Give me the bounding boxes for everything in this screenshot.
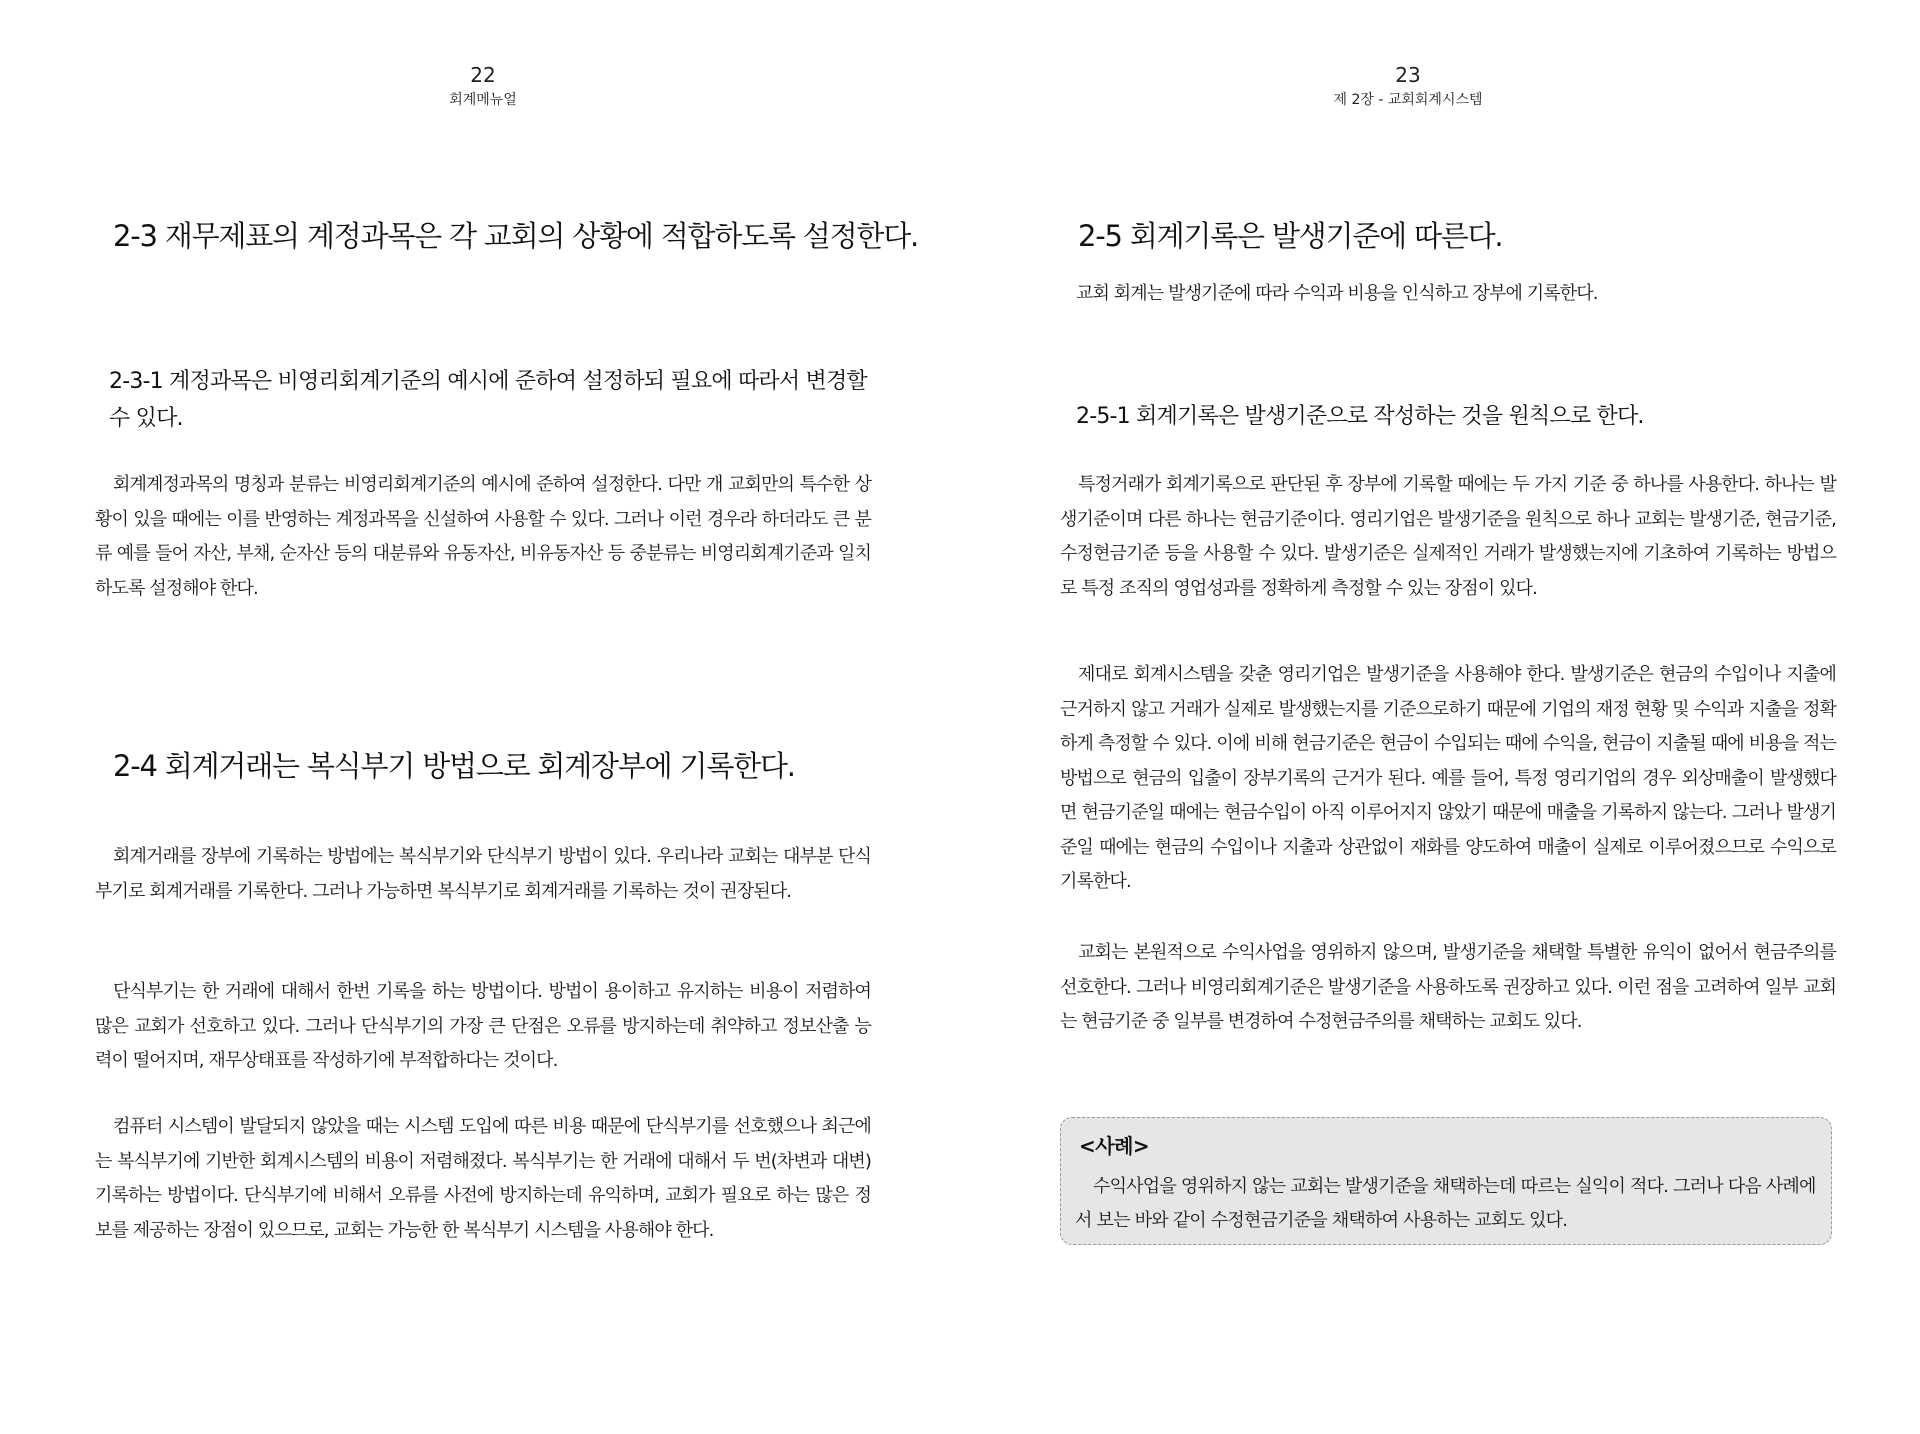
section-2-5-paragraph-2: 제대로 회계시스템을 갖춘 영리기업은 발생기준을 사용해야 한다. 발생기준은 현금의 수입이나 지출에 근거하지 않고 거래가 실제로 발생했는지를 기준으로하기 때문에 기업의 재정 현황 및 수익과 지출을 정확하게 측정할 수 있다. 이에 비해 현금기준은 현금이 수입되는 때에 수익을, 현금이 지출될 때에 비용을 적는 방법으로 현금의 입출이 장부기록의 근거가 된다. 예를 들어, 특정 영리기업의 경우 외상매출이 발생했다면 현금기준일 때에는 현금수입이 아직 이루어지지 않았기 때문에 매출을 기록하지 않는다. 그러나 발생기준일 때에는 현금의 수입이나 지출과 상관없이 재화를 양도하여 매출이 실제로 이루어졌으므로 수익으로 기록한다. — [1060, 664, 1836, 892]
section-2-5-1-heading: 2-5-1 회계기록은 발생기준으로 작성하는 것을 원칙으로 한다. — [1076, 404, 1644, 429]
left-page-number: 22 — [470, 63, 496, 87]
right-page-number: 23 — [1395, 63, 1421, 87]
section-2-3-paragraph-1: 회계계정과목의 명칭과 분류는 비영리회계기준의 예시에 준하여 설정한다. 다만 개 교회만의 특수한 상황이 있을 때에는 이를 반영하는 계정과목을 신설하여 사용할 수 있다. 그러나 이런 경우라 하더라도 큰 분류 예를 들어 자산, 부채, 순자산 등의 대분류와 유동자산, 비유동자산 등 중분류는 비영리회계기준과 일치하도록 설정해야 한다. — [95, 474, 871, 599]
right-running-head — [1258, 62, 1558, 112]
left-running-head — [333, 62, 633, 112]
example-label: <사례> — [1079, 1134, 1150, 1158]
section-2-4-paragraph-1: 회계거래를 장부에 기록하는 방법에는 복식부기와 단식부기 방법이 있다. 우리나라 교회는 대부분 단식부기로 회계거래를 기록한다. 그러나 가능하면 복식부기로 회계거래를 기록하는 것이 권장된다. — [95, 846, 871, 902]
right-running-title: 제 2장 - 교회회계시스템 — [1333, 92, 1483, 108]
left-running-title: 회계메뉴얼 — [449, 92, 517, 108]
section-2-4-heading: 2-4 회계거래는 복식부기 방법으로 회계장부에 기록한다. — [113, 749, 795, 783]
example-box — [1060, 1117, 1832, 1245]
section-2-5-paragraph-1: 특정거래가 회계기록으로 판단된 후 장부에 기록할 때에는 두 가지 기준 중 하나를 사용한다. 하나는 발생기준이며 다른 하나는 현금기준이다. 영리기업은 발생기준을 원칙으로 하나 교회는 발생기준, 현금기준, 수정현금기준 등을 사용할 수 있다. 발생기준은 실제적인 거래가 발생했는지에 기초하여 기록하는 방법으로 특정 조직의 영업성과를 정확하게 측정할 수 있는 장점이 있다. — [1060, 474, 1836, 599]
section-2-3-heading: 2-3 재무제표의 계정과목은 각 교회의 상황에 적합하도록 설정한다. — [113, 219, 919, 253]
example-text: 수익사업을 영위하지 않는 교회는 발생기준을 채택하는데 따르는 실익이 적다. 그러나 다음 사례에서 보는 바와 같이 수정현금기준을 채택하여 사용하는 교회도 있다. — [1075, 1176, 1816, 1231]
section-2-5-paragraph-3: 교회는 본원적으로 수익사업을 영위하지 않으며, 발생기준을 채택할 특별한 유익이 없어서 현금주의를 선호한다. 그러나 비영리회계기준은 발생기준을 사용하도록 권장하고 있다. 이런 점을 고려하여 일부 교회는 현금기준 중 일부를 변경하여 수정현금주의를 채택하는 교회도 있다. — [1060, 942, 1836, 1032]
section-2-5-intro: 교회 회계는 발생기준에 따라 수익과 비용을 인식하고 장부에 기록한다. — [1076, 283, 1598, 304]
section-2-5-heading: 2-5 회계기록은 발생기준에 따른다. — [1078, 219, 1503, 253]
section-2-4-paragraph-2: 단식부기는 한 거래에 대해서 한번 기록을 하는 방법이다. 방법이 용이하고 유지하는 비용이 저렴하여 많은 교회가 선호하고 있다. 그러나 단식부기의 가장 큰 단점은 오류를 방지하는데 취약하고 정보산출 능력이 떨어지며, 재무상태표를 작성하기에 부적합하다는 것이다. — [95, 981, 871, 1071]
section-2-4-paragraph-3: 컴퓨터 시스템이 발달되지 않았을 때는 시스템 도입에 따른 비용 때문에 단식부기를 선호했으나 최근에는 복식부기에 기반한 회계시스템의 비용이 저렴해졌다. 복식부기는 한 거래에 대해서 두 번(차변과 대변) 기록하는 방법이다. 단식부기에 비해서 오류를 사전에 방지하는데 유익하며, 교회가 필요로 하는 많은 정보를 제공하는 장점이 있으므로, 교회는 가능한 한 복식부기 시스템을 사용해야 한다. — [95, 1116, 871, 1241]
section-2-3-1-heading: 2-3-1 계정과목은 비영리회계기준의 예시에 준하여 설정하되 필요에 따라서 변경할 수 있다. — [109, 369, 867, 431]
